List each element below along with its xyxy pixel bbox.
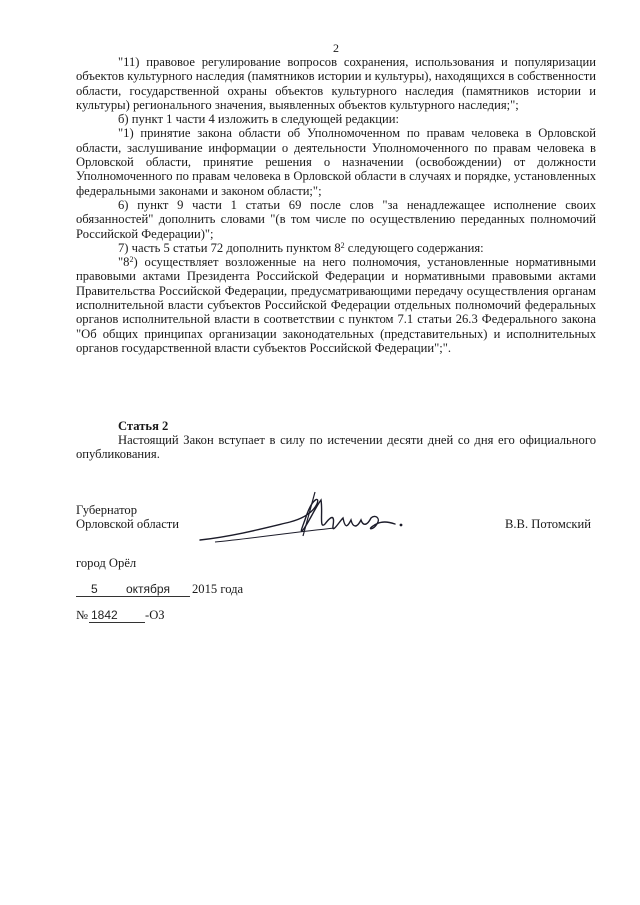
article-2-text: Настоящий Закон вступает в силу по истечении десяти дней со дня его официального опубликования. xyxy=(76,433,596,462)
number-suffix: -ОЗ xyxy=(145,608,165,622)
paragraph-6: 6) пункт 9 части 1 статьи 69 после слов "за ненадлежащее исполнение своих обязанностей" дополнить словами "(в том числе по осуществлению переданных полномочий Российской Федерации)"; xyxy=(76,197,596,241)
signatory-name: В.В. Потомский xyxy=(505,517,592,531)
handwritten-signature xyxy=(195,478,410,558)
article-2-title: Статья 2 xyxy=(118,419,169,433)
number-underline xyxy=(89,622,145,623)
number-prefix: № xyxy=(76,608,89,622)
date-underline xyxy=(76,596,190,597)
paragraph-11: "11) правовое регулирование вопросов сохранения, использования и популяризации объектов культурного наследия (памятников истории и культуры), находящихся в собственности области, государственной охраны объектов культурного наследия (памятников истории и культуры) регионального значения, выявленных объектов культурного наследия;"; xyxy=(76,55,596,112)
paragraph-1-ombudsman: "1) принятие закона области об Уполномоченном по правам человека в Орловской области, заслушивание информации о деятельности Уполномоченного по правам человека в Орловской области, принятие решения о назначении (освобождении) от должности Уполномоченного по правам человека в Орловской области в случаях и порядке, установленных федеральными законами и законом области;"; xyxy=(76,126,596,198)
signatory-position xyxy=(76,503,179,532)
date-month: октября xyxy=(126,582,170,596)
article-2-body xyxy=(76,433,596,462)
law-number: 1842 xyxy=(91,608,118,622)
paragraph-8-2: "$8^2$) осуществляет возложенные на него полномочия, установленные нормативными правовыми актами Президента Российской Федерации и нормативными правовыми актами Правительства Российской Федерации, предусматривающими передачу осуществления органам исполнительной власти субъектов Российской Федерации отдельных полномочий федеральных органов исполнительной власти в соответствии с пунктом 7.1 статьи 26.3 Федерального закона "Об общих принципах организации законодательных (представительных) и исполнительных органов государственной власти субъектов Российской Федерации";". xyxy=(76,255,596,355)
amendments-text xyxy=(76,55,596,355)
city: город Орёл xyxy=(76,556,137,570)
paragraph-7: 7) часть 5 статьи 72 дополнить пунктом $8^2$ следующего содержания: xyxy=(118,240,484,255)
paragraph-b: б) пункт 1 части 4 изложить в следующей редакции: xyxy=(118,112,399,127)
position-line-1: Губернатор xyxy=(76,503,137,517)
position-line-2: Орловской области xyxy=(76,517,180,532)
date-day: 5 xyxy=(91,582,98,596)
date-year: 2015 года xyxy=(192,582,244,596)
page-number: 2 xyxy=(333,41,339,55)
